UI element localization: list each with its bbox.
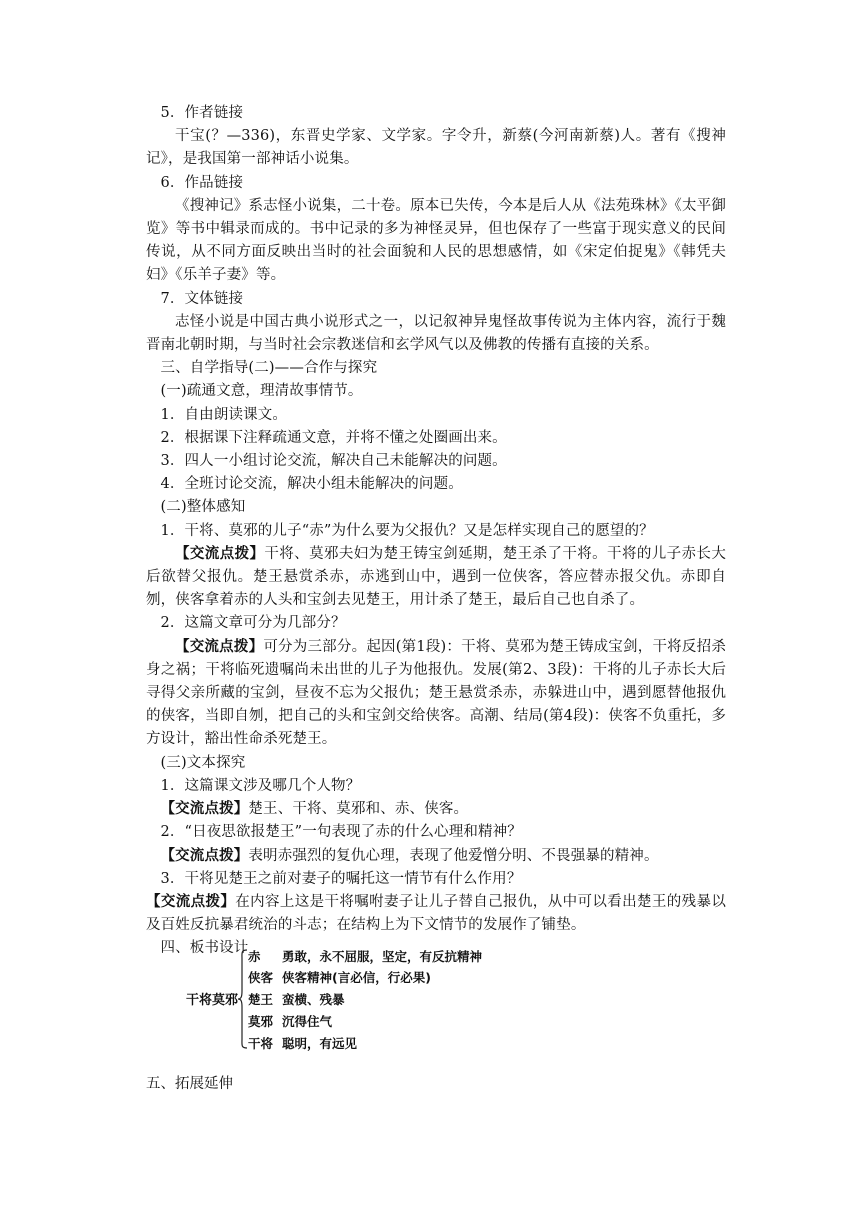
diagram-root-label: 干将莫邪 bbox=[186, 993, 239, 1008]
diagram-row-chi bbox=[248, 947, 482, 965]
answer-2 bbox=[146, 636, 726, 752]
question-1: 1．干将、莫邪的儿子“赤”为什么要为父报仇？又是怎样实现自己的愿望的？ bbox=[160, 522, 654, 539]
part5-heading: 五、拓展延伸 bbox=[146, 1076, 233, 1092]
subsection1-heading: (一)疏通文意，理清故事情节。 bbox=[160, 383, 363, 400]
question-3: 1．这篇课文涉及哪几个人物？ bbox=[160, 777, 361, 794]
part4-heading: 四、板书设计 bbox=[160, 940, 249, 957]
brace-icon bbox=[238, 949, 248, 1049]
section-heading-genre: 7．文体链接 bbox=[160, 290, 244, 307]
document-body bbox=[146, 102, 726, 961]
character-trait: 聪明，有远见 bbox=[282, 1036, 358, 1051]
question-2: 2．这篇文章可分为几部分？ bbox=[160, 615, 346, 632]
answer-tag: 【交流点拨】 bbox=[160, 801, 249, 818]
step-item: 2．根据课下注释疏通文意，并将不懂之处圈画出来。 bbox=[160, 429, 507, 446]
part3-heading: 三、自学指导(二)——合作与探究 bbox=[160, 360, 378, 377]
character-trait: 沉得住气 bbox=[282, 1014, 333, 1029]
answer-5 bbox=[146, 891, 726, 937]
step-item: 1．自由朗读课文。 bbox=[160, 406, 288, 423]
subsection3-heading: (三)文本探究 bbox=[160, 754, 246, 771]
board-design-diagram bbox=[186, 945, 506, 1057]
answer-text: 可分为三部分。起因(第1段)：干将、莫邪为楚王铸成宝剑，干将反招杀身之祸；干将临死遗嘱尚未出世的儿子为他报仇。发展(第2、3段)：干将的儿子赤长大后寻得父亲所藏的宝剑，昼夜不忘为父报仇；楚王悬赏杀赤，赤躲进山中，遇到愿替他报仇的侠客，当即自刎，把自己的头和宝剑交给侠客。高潮、结局(第4段)：侠客不负重托，多方设计，豁出性命杀死楚王。 bbox=[146, 638, 726, 748]
character-name: 干将 bbox=[248, 1036, 274, 1051]
answer-tag: 【交流点拨】 bbox=[146, 893, 236, 910]
section-heading-author: 5．作者链接 bbox=[160, 105, 244, 121]
answer-1 bbox=[146, 543, 726, 613]
answer-tag: 【交流点拨】 bbox=[175, 638, 264, 655]
diagram-row-xiake bbox=[248, 968, 431, 986]
step-item: 4．全班讨论交流，解决小组未能解决的问题。 bbox=[160, 476, 463, 493]
step-item: 3．四人一小组讨论交流，解决自己未能解决的问题。 bbox=[160, 453, 507, 470]
answer-tag: 【交流点拨】 bbox=[175, 545, 265, 562]
answer-text: 楚王、干将、莫邪和、赤、侠客。 bbox=[248, 801, 469, 818]
genre-paragraph: 志怪小说是中国古典小说形式之一，以记叙神异鬼怪故事传说为主体内容，流行于魏晋南北朝时期，与当时社会宗教迷信和玄学风气以及佛教的传播有直接的关系。 bbox=[146, 313, 726, 354]
character-name: 楚王 bbox=[248, 992, 274, 1007]
diagram-row-ganjiang bbox=[248, 1034, 357, 1052]
answer-4 bbox=[146, 845, 726, 868]
section-heading-work: 6．作品链接 bbox=[160, 174, 244, 191]
character-name: 莫邪 bbox=[248, 1014, 274, 1029]
question-4: 2．“日夜思欲报楚王”一句表现了赤的什么心理和精神？ bbox=[160, 824, 522, 841]
diagram-row-chuwang bbox=[248, 990, 345, 1008]
answer-tag: 【交流点拨】 bbox=[160, 847, 249, 864]
answer-text: 干将、莫邪夫妇为楚王铸宝剑延期，楚王杀了干将。干将的儿子赤长大后欲替父报仇。楚王悬赏杀赤，赤逃到山中，遇到一位侠客，答应替赤报父仇。赤即自刎，侠客拿着赤的人头和宝剑去见楚王，用计杀了楚王，最后自己也自杀了。 bbox=[146, 545, 726, 609]
character-name: 赤 bbox=[248, 949, 261, 964]
answer-text: 在内容上这是干将嘱咐妻子让儿子替自己报仇，从中可以看出楚王的残暴以及百姓反抗暴君统治的斗志；在结构上为下文情节的发展作了铺垫。 bbox=[146, 893, 726, 934]
character-trait: 侠客精神(言必信，行必果) bbox=[282, 970, 431, 985]
answer-3 bbox=[146, 798, 726, 821]
work-paragraph: 《搜神记》系志怪小说集，二十卷。原本已失传，今本是后人从《法苑珠林》《太平御览》等书中辑录而成的。书中记录的多为神怪灵异，但也保存了一些富于现实意义的民间传说，从不同方面反映出当时的社会面貌和人民的思想感情，如《宋定伯捉鬼》《韩凭夫妇》《乐羊子妻》等。 bbox=[146, 197, 726, 284]
answer-text: 表明赤强烈的复仇心理，表现了他爱憎分明、不畏强暴的精神。 bbox=[248, 847, 659, 864]
question-5: 3．干将见楚王之前对妻子的嘱托这一情节有什么作用？ bbox=[160, 870, 522, 887]
character-trait: 勇敢，永不屈服，坚定，有反抗精神 bbox=[282, 949, 483, 964]
diagram-row-moye bbox=[248, 1012, 332, 1030]
character-name: 侠客 bbox=[248, 970, 274, 985]
author-paragraph: 干宝(？—336)，东晋史学家、文学家。字令升，新蔡(今河南新蔡)人。著有《搜神记》，是我国第一部神话小说集。 bbox=[146, 128, 726, 168]
character-trait: 蛮横、残暴 bbox=[282, 992, 345, 1007]
subsection2-heading: (二)整体感知 bbox=[160, 499, 246, 516]
